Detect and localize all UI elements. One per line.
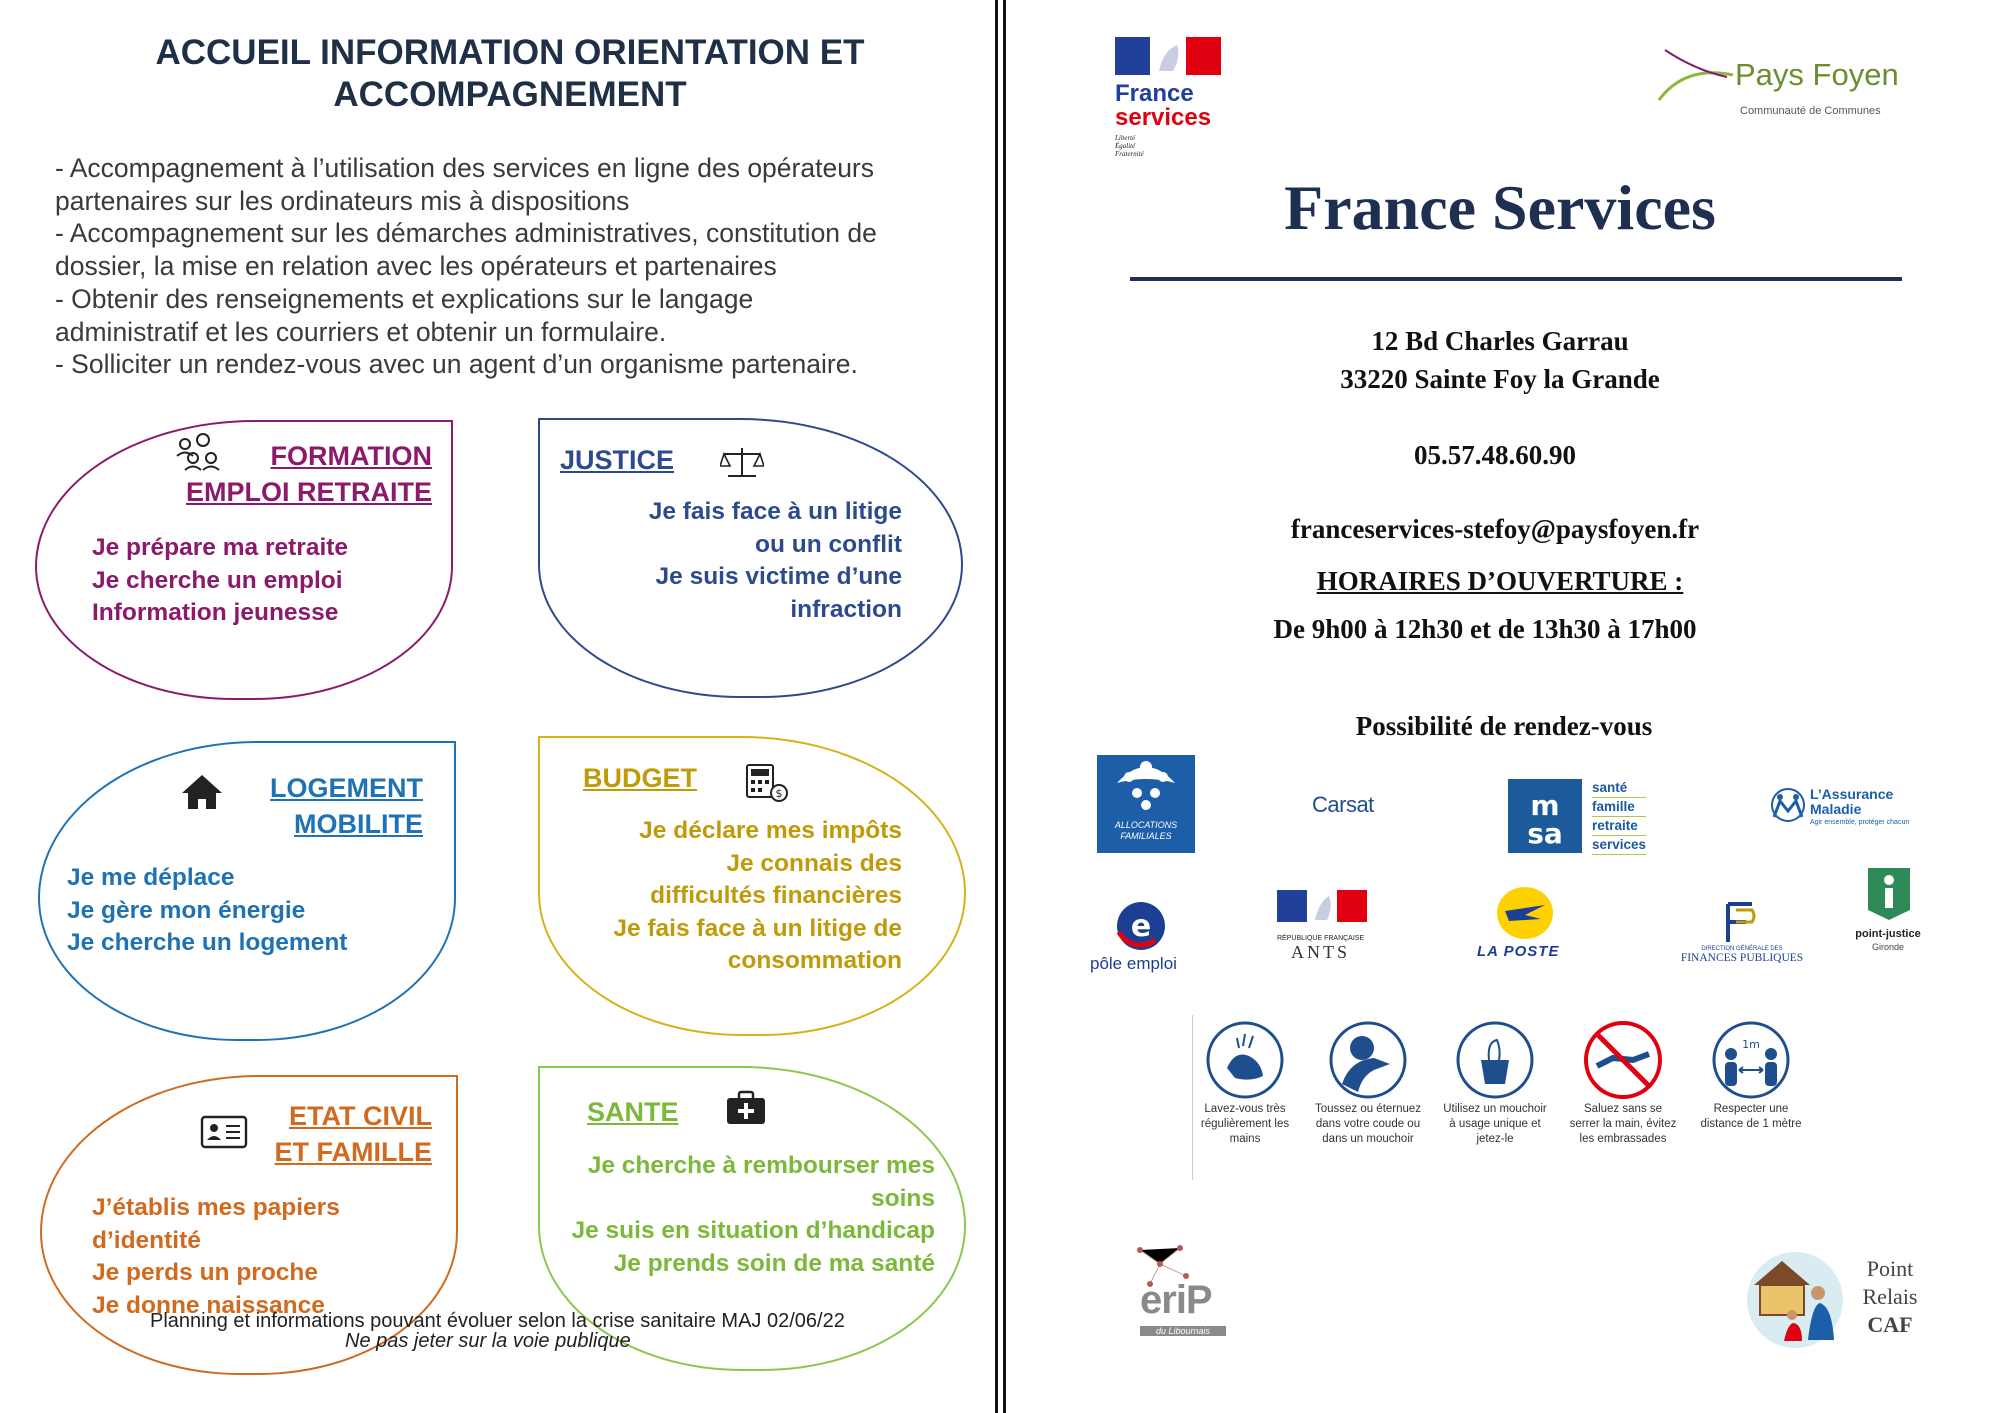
logo-text: point-justice [1855, 928, 1921, 940]
logo-text: France [1115, 80, 1194, 107]
no-handshake-icon [1583, 1020, 1663, 1100]
list-item: Je connais des [726, 849, 902, 877]
list-item: Information jeunesse [92, 599, 339, 626]
address-line: 12 Bd Charles Garrau [1371, 326, 1629, 356]
list-item: Je fais face à un litige de [613, 914, 902, 942]
pays-foyen-logo [1655, 45, 1915, 125]
budget-list [613, 815, 902, 978]
logo-text: services [1592, 836, 1646, 855]
cough-elbow-icon [1328, 1020, 1408, 1100]
logo-text: pôle emploi [1090, 954, 1177, 973]
pole-emploi-logo [1085, 900, 1195, 975]
intro-line: administratif et les courriers et obtenir un formulaire. [55, 316, 667, 347]
list-item: J’établis mes papiers [92, 1194, 340, 1221]
covid-caption: Utilisez un mouchoir à usage unique et jetez-le [1443, 1103, 1547, 1145]
finances-fp-icon [1722, 900, 1758, 944]
logo-text: LA POSTE [1477, 943, 1560, 960]
list-item: Je me déplace [67, 864, 235, 891]
intro-text [55, 152, 975, 381]
caf-logo [1097, 755, 1195, 853]
logo-text: Gironde [1871, 942, 1905, 952]
logo-text: services [1115, 104, 1212, 131]
france-services-logo [1115, 37, 1225, 158]
list-item: consommation [727, 947, 902, 974]
logo-text: DIRECTION GÉNÉRALE DES [1701, 946, 1783, 952]
title-line: ETAT CIVIL [289, 1101, 432, 1131]
list-item: difficultés financières [650, 882, 902, 909]
title-line: LOGEMENT [270, 773, 423, 803]
pole-emploi-e-icon [1115, 900, 1167, 952]
logo-text: santé [1592, 779, 1646, 798]
family-house-icon [1740, 1245, 1850, 1350]
list-item: Je cherche à rembourser mes [587, 1152, 935, 1179]
logo-subtext: du Libournais [1140, 1326, 1226, 1336]
ants-logo [1277, 890, 1377, 970]
finances-publiques-logo [1667, 900, 1817, 970]
list-item: Je déclare mes impôts [639, 817, 902, 844]
formation-title [186, 438, 432, 510]
justice-list [649, 496, 902, 626]
title-line: JUSTICE [560, 445, 675, 475]
house-icon [180, 773, 224, 811]
intro-line: dossier, la mise en relation avec les opérateurs et partenaires [55, 251, 777, 282]
logo-text: ALLOCATIONS [1114, 820, 1178, 830]
motto-line: Fraternité [1115, 150, 1144, 158]
list-item: Je donne naissance [92, 1291, 325, 1319]
footer-warning: Ne pas jeter sur la voie publique [345, 1330, 631, 1352]
logo-text: Carsat [1312, 792, 1374, 817]
title-line: FORMATION [270, 441, 432, 471]
list-item: Je suis victime d’une [655, 563, 902, 590]
sante-title [587, 1094, 679, 1130]
family-icon [1097, 755, 1195, 815]
logo-text: Relais [1862, 1284, 1918, 1309]
hours-title: HORAIRES D’OUVERTURE : [1316, 566, 1684, 596]
hand-wash-icon [1205, 1020, 1285, 1100]
swoosh-icon [1655, 45, 1735, 105]
point-justice-logo [1838, 858, 1938, 958]
logo-text: Maladie [1810, 801, 1862, 817]
main-title: France Services [1284, 172, 1716, 243]
logo-text: retraite [1592, 817, 1646, 836]
logo-text: Point [1866, 1256, 1914, 1281]
svg-text:e: e [1130, 909, 1152, 944]
list-item: Je cherche un emploi [92, 566, 343, 594]
address-line: 33220 Sainte Foy la Grande [1340, 364, 1660, 394]
logo-text: CAF [1867, 1312, 1913, 1337]
title-line: ET FAMILLE [274, 1137, 432, 1167]
list-item: Je prends soin de ma santé [613, 1249, 935, 1277]
footer-note: Planning et informations pouvant évoluer selon la crise sanitaire MAJ 02/06/22 [150, 1310, 845, 1332]
list-item: Je perds un proche [92, 1259, 319, 1286]
distance-label: 1m [1742, 1038, 1760, 1051]
point-justice-i-icon [1864, 864, 1914, 922]
title-underline [1130, 277, 1902, 281]
logement-list [67, 862, 347, 960]
logo-text: L’Assurance [1810, 786, 1894, 802]
intro-line: - Obtenir des renseignements et explications sur le langage [55, 283, 754, 314]
address [1000, 322, 1999, 398]
covid-caption: Lavez-vous très régulièrement les mains [1200, 1103, 1290, 1145]
motto-line: Liberté [1115, 134, 1136, 142]
list-item: Je cherche un logement [67, 929, 348, 956]
covid-caption: Respecter une distance de 1 mètre [1700, 1103, 1802, 1130]
title-line: EMPLOI RETRAITE [185, 477, 432, 507]
formation-list [92, 532, 348, 630]
email-address: franceservices-stefoy@paysfoyen.fr [1290, 514, 1700, 544]
distance-icon [1711, 1020, 1791, 1100]
etat-civil-title [275, 1098, 433, 1170]
intro-line: - Solliciter un rendez-vous avec un agent d’un organisme partenaire. [55, 349, 858, 380]
logo-text: eriP [1140, 1278, 1212, 1322]
logo-subtext: Communauté de Communes [1740, 105, 1881, 117]
sante-list [572, 1150, 936, 1280]
intro-line: - Accompagnement sur les démarches administratives, constitution de [55, 218, 877, 249]
list-item: Je gère mon énergie [67, 896, 306, 924]
budget-title [583, 760, 697, 796]
justice-title [560, 442, 674, 478]
etat-civil-list [92, 1192, 340, 1322]
svg-text:$: $ [775, 787, 783, 800]
svg-text:sa: sa [1527, 817, 1563, 847]
assurance-maladie-logo [1768, 785, 1918, 835]
motto-line: Égalité [1115, 142, 1136, 150]
logo-text: FINANCES PUBLIQUES [1680, 952, 1804, 964]
svg-text:m: m [1530, 789, 1560, 822]
covid-caption: Saluez sans se serrer la main, évitez les embrassades [1569, 1103, 1677, 1145]
calculator-icon [745, 763, 789, 803]
title-line: ACCUEIL INFORMATION ORIENTATION ET [155, 33, 865, 72]
logo-text: Pays Foyen [1735, 57, 1899, 92]
la-poste-bird-icon [1495, 885, 1555, 941]
logo-text: RÉPUBLIQUE FRANÇAISE [1277, 935, 1365, 942]
msa-letters-icon [1513, 787, 1577, 847]
people-chain-icon [1768, 787, 1808, 823]
title-line: ACCOMPAGNEMENT [333, 75, 687, 114]
la-poste-logo [1473, 885, 1583, 965]
title-line: MOBILITE [294, 809, 423, 839]
opening-hours: De 9h00 à 12h30 et de 13h30 à 17h00 [1273, 614, 1697, 644]
list-item: Je suis en situation d’handicap [571, 1217, 935, 1244]
intro-line: - Accompagnement à l’utilisation des services en ligne des opérateurs [55, 153, 875, 183]
logo-text: FAMILIALES [1120, 831, 1172, 841]
logo-text: ANTS [1291, 942, 1351, 962]
list-item: infraction [790, 595, 902, 623]
list-item: d’identité [92, 1226, 201, 1254]
page-divider-left [995, 0, 998, 1413]
logo-text: famille [1592, 798, 1646, 817]
medical-kit-icon [725, 1090, 767, 1126]
carsat-logo [1312, 792, 1412, 832]
list-item: Je fais face à un litige [648, 498, 902, 525]
covid-gestures-border [1192, 1015, 1193, 1180]
appointment-note: Possibilité de rendez-vous [1355, 711, 1653, 741]
id-card-icon [200, 1115, 248, 1149]
scales-icon [720, 446, 764, 480]
point-relais-caf-logo [1740, 1245, 1940, 1355]
list-item: Je prépare ma retraite [92, 534, 349, 561]
tissue-icon [1455, 1020, 1535, 1100]
title-line: SANTE [587, 1097, 679, 1127]
list-item: soins [871, 1184, 935, 1212]
covid-caption: Toussez ou éternuez dans votre coude ou dans un mouchoir [1314, 1103, 1422, 1145]
erip-logo [1130, 1240, 1240, 1345]
title-line: BUDGET [583, 763, 697, 793]
page-title [60, 32, 960, 116]
intro-line: partenaires sur les ordinateurs mis à dispositions [55, 185, 630, 216]
phone-number: 05.57.48.60.90 [1414, 440, 1576, 470]
logement-title [270, 770, 423, 842]
logo-subtext: Agir ensemble, protéger chacun [1810, 819, 1910, 826]
marianne-flag-icon [1115, 37, 1221, 75]
msa-logo [1508, 779, 1673, 853]
list-item: ou un conflit [755, 530, 902, 558]
marianne-flag-icon [1277, 890, 1367, 922]
